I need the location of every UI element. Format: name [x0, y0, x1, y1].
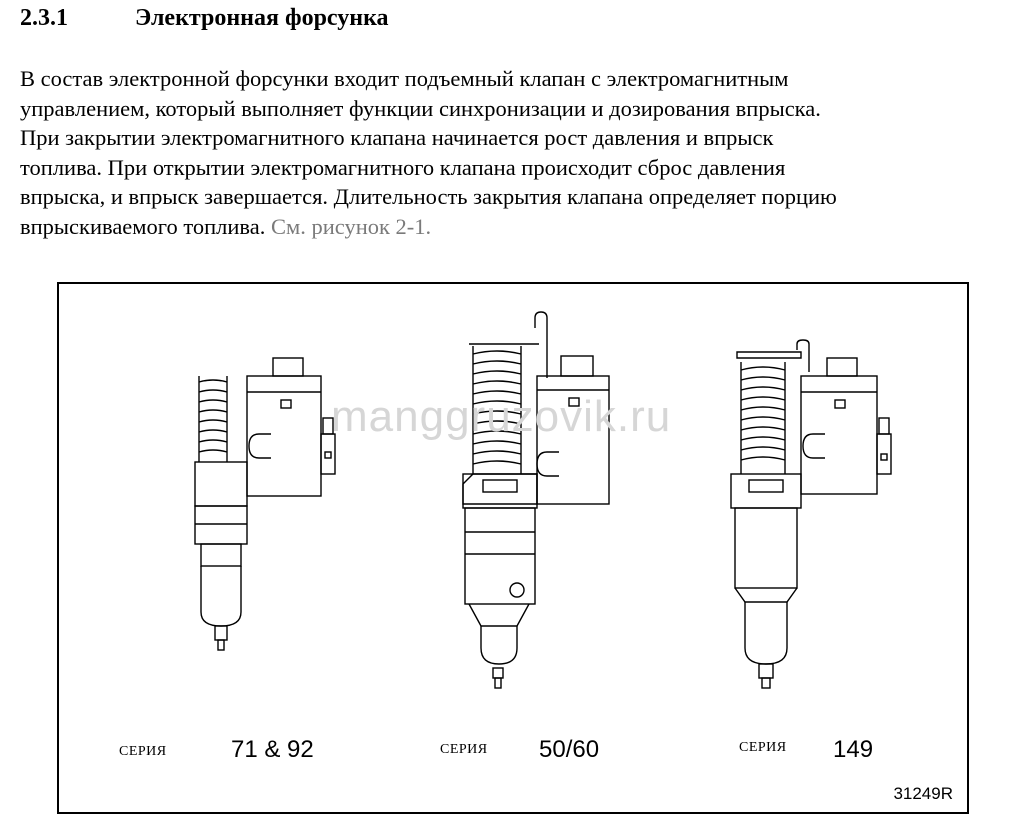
series-caption-word: СЕРИЯ: [739, 740, 787, 755]
figure-injectors: [57, 282, 969, 814]
injector-149-icon: [731, 340, 891, 688]
injector-50-60-icon: [463, 312, 609, 688]
series-caption-number: 149: [833, 736, 874, 763]
series-caption-number: 71 & 92: [231, 736, 314, 763]
series-caption-word: СЕРИЯ: [440, 742, 488, 757]
section-number: 2.3.1: [20, 5, 68, 31]
injector-71-92-icon: [195, 358, 335, 650]
series-caption-number: 50/60: [539, 736, 600, 763]
body-paragraph: [20, 64, 1020, 241]
paragraph-line: впрыскиваемого топлива.: [20, 213, 271, 239]
watermark-text: manggruzovik.ru: [331, 392, 672, 441]
paragraph-last-line: [20, 212, 1020, 242]
section-title: Электронная форсунка: [135, 5, 389, 31]
paragraph-line: При закрытии электромагнитного клапана начинается рост давления и впрыск: [20, 125, 774, 150]
paragraph-line: В состав электронной форсунки входит подъемный клапан с электромагнитным: [20, 66, 789, 91]
figure-reference-link[interactable]: См. рисунок 2-1.: [270, 213, 432, 239]
paragraph-line: впрыска, и впрыск завершается. Длительность закрытия клапана определяет порцию: [20, 184, 837, 209]
figure-id: 31249R: [893, 784, 953, 803]
paragraph-line: топлива. При открытии электромагнитного клапана происходит сброс давления: [20, 154, 786, 180]
series-caption-word: СЕРИЯ: [119, 744, 167, 759]
paragraph-line: управлением, который выполняет функции синхронизации и дозирования впрыска.: [20, 95, 821, 121]
injector-drawings: [59, 284, 967, 812]
